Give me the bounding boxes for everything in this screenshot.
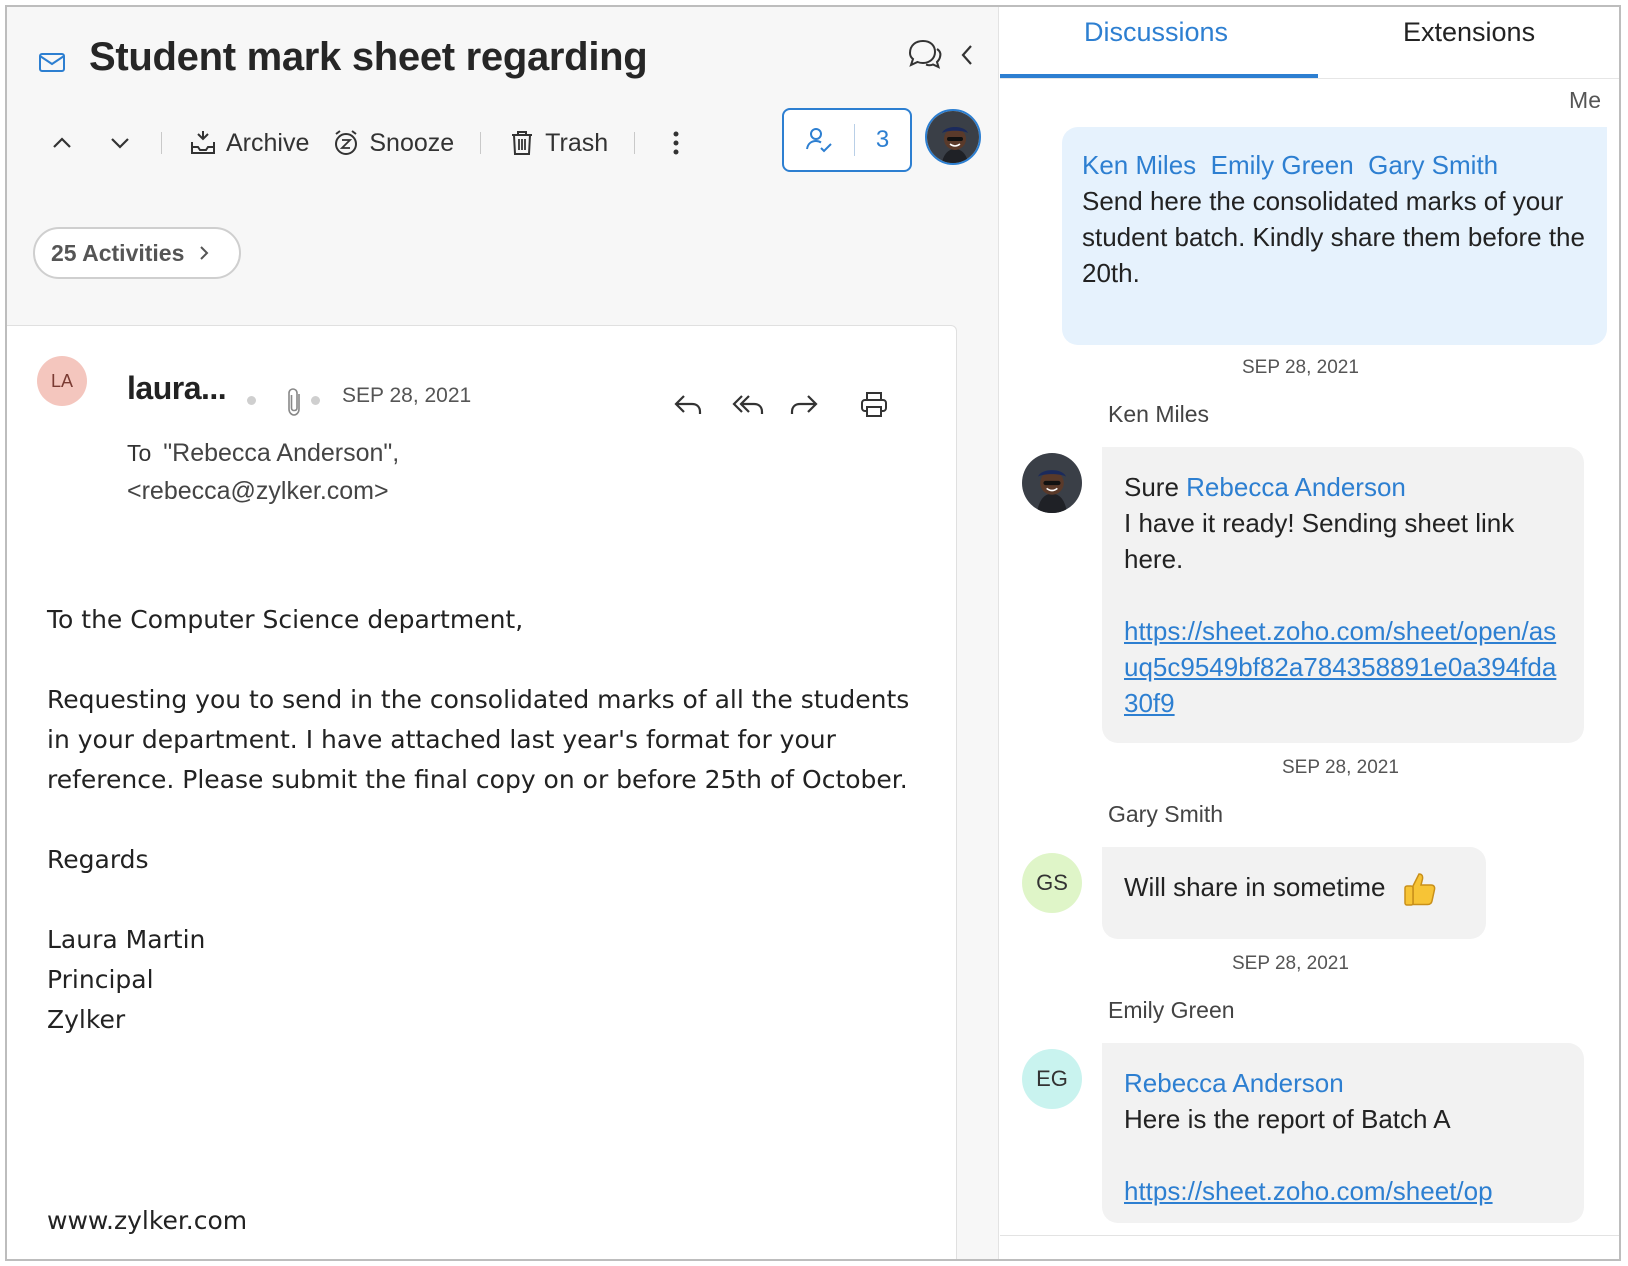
mail-view-pane [7,7,999,1259]
composer-divider [1000,1235,1621,1236]
archive-label: Archive [226,128,310,157]
to-label: To [127,440,152,466]
my-message-label: Me [1569,87,1601,113]
chevron-left-icon[interactable] [957,40,977,70]
thumbs-up-icon [1399,869,1439,909]
date-separator: SEP 28, 2021 [1242,357,1359,378]
signature-line: Laura Martin [47,925,206,954]
archive-button[interactable] [188,121,309,165]
mention-tag[interactable]: Emily Green [1210,150,1354,180]
my-message-bubble [1062,127,1607,345]
assignee-count: 3 [875,126,890,153]
chevron-down-icon [105,128,135,158]
more-options-button[interactable] [661,121,691,165]
message-text: Here is the report of Batch A [1124,1104,1451,1134]
discussion-pane [1000,7,1621,1259]
archive-icon [188,128,218,158]
website-text: www.zylker.com [47,1206,248,1235]
mail-card [7,325,957,1261]
assign-user-icon [803,124,835,156]
toolbar-divider [634,132,635,154]
trash-label: Trash [545,128,609,157]
forward-button[interactable] [788,390,846,420]
user-avatar[interactable] [925,109,981,165]
page-title: Student mark sheet regarding [89,35,648,79]
message-text: I have it ready! Sending sheet link here. [1124,508,1515,574]
message-author: Gary Smith [1108,801,1224,827]
mention-tag[interactable]: Ken Miles [1082,150,1197,180]
date-separator: SEP 28, 2021 [1232,953,1349,974]
sheet-link[interactable]: https://sheet.zoho.com/sheet/open/asuq5c9549bf82a784358891e0a394fda30f9 [1124,616,1557,718]
tab-discussions[interactable]: Discussions [1084,17,1229,47]
mail-date: SEP 28, 2021 [342,384,472,407]
snooze-button[interactable] [331,121,454,165]
more-vertical-icon [661,128,691,158]
message-bubble [1102,447,1584,743]
reply-icon [672,390,704,420]
recipient-name[interactable]: "Rebecca Anderson", [163,439,400,467]
toolbar-divider [480,132,481,154]
chevron-up-icon [47,128,77,158]
snooze-label: Snooze [369,128,455,157]
reply-button[interactable] [672,390,730,420]
message-author: Ken Miles [1108,401,1209,427]
recipient-line [127,434,399,510]
message-author: Emily Green [1108,997,1235,1023]
separator-dot [311,396,320,405]
recipient-email[interactable]: <rebecca@zylker.com> [127,477,389,505]
activities-label: 25 Activities [51,239,185,266]
body-paragraph: To the Computer Science department, [47,605,524,634]
assignees-button[interactable] [782,108,912,172]
mention-tag[interactable]: Rebecca Anderson [1186,472,1406,502]
message-bubble [1102,1043,1584,1223]
message-text: Send here the consolidated marks of your student batch. Kindly share them before the 20th. [1082,186,1585,288]
mail-body [47,600,927,1040]
printer-icon [858,390,890,420]
trash-icon [507,128,537,158]
print-button[interactable] [858,390,916,420]
forward-icon [788,390,820,420]
author-avatar: EG [1022,1049,1082,1109]
reply-all-icon [730,390,766,420]
author-avatar: GS [1022,853,1082,913]
previous-mail-button[interactable] [47,121,77,165]
pane-tabs [1000,7,1621,79]
mail-toolbar [47,121,691,165]
date-separator: SEP 28, 2021 [1282,757,1399,778]
body-paragraph: Regards [47,845,149,874]
activities-button[interactable] [33,227,241,279]
snooze-clock-icon [331,128,361,158]
body-paragraph: Requesting you to send in the consolidated marks of all the students in your department. I have attached last year's format for your reference. Please submit the final copy on or before 25th of October. [47,685,910,794]
message-bubble [1102,847,1486,939]
sender-name[interactable]: laura... [127,370,227,406]
attachment-clip-icon[interactable] [284,386,306,418]
envelope-icon [37,47,67,77]
trash-button[interactable] [507,121,608,165]
signature [47,920,927,1040]
mention-tag[interactable]: Rebecca Anderson [1124,1068,1344,1098]
mail-actions [672,390,916,420]
next-mail-button[interactable] [105,121,135,165]
message-text: Sure [1124,472,1179,502]
tab-extensions[interactable]: Extensions [1403,17,1536,47]
reply-all-button[interactable] [730,390,788,420]
separator-dot [247,396,256,405]
toolbar-divider [161,132,162,154]
person-photo-icon [1022,453,1082,513]
discussion-icon[interactable] [904,35,944,75]
sheet-link[interactable]: https://sheet.zoho.com/sheet/op [1124,1176,1493,1206]
sender-avatar: LA [37,356,87,406]
app-window [5,5,1621,1261]
signature-line: Zylker [47,1005,126,1034]
mention-tag[interactable]: Gary Smith [1368,150,1499,180]
person-photo-icon [927,111,981,165]
signature-line: Principal [47,965,154,994]
chevron-right-icon [196,243,212,263]
message-text: Will share in sometime [1124,872,1386,902]
active-tab-indicator [1000,74,1318,78]
author-avatar [1022,453,1082,513]
